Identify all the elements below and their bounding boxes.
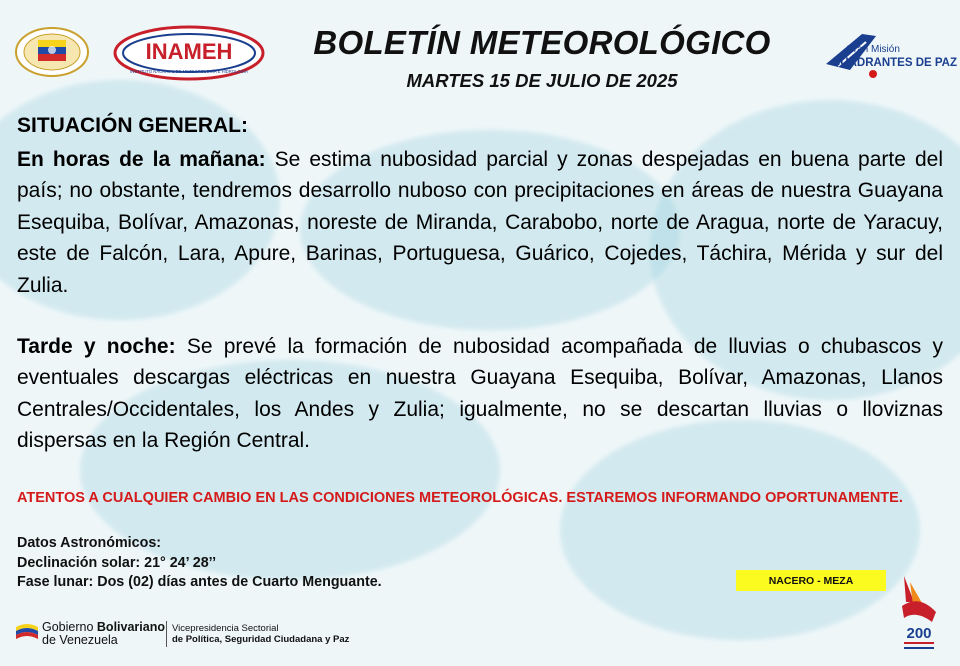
bicentenario-emblem: [896, 572, 942, 658]
bulletin-date: MARTES 15 DE JULIO DE 2025: [406, 70, 678, 91]
morning-text: Se estima nubosidad parcial y zonas despejadas en buena parte del país; no obstante, tendremos desarrollo nuboso con precipitaciones en áreas de nuestra Guayana Esequiba, Bolívar, Amazonas, noreste de Miranda, Carabobo, norte de Aragua, norte de Yaracuy, este de Falcón, Lara, Apure, Barinas, Portuguesa, Guárico, Cojedes, Táchira, Mérida y sur del Zulia.: [17, 148, 943, 297]
gob-line1-b: Bolivariano: [96, 620, 165, 634]
alert-notice: ATENTOS A CUALQUIER CAMBIO EN LAS CONDICIONES METEOROLÓGICAS. ESTAREMOS INFORMANDO OPORTUNAMENTE.: [17, 490, 903, 506]
evening-text: Se prevé la formación de nubosidad acompañada de lluvias o chubascos y eventuales descargas eléctricas en nuestra Guayana Esequiba, Bolívar, Amazonas, Llanos Centrales/Occidentales, los Andes y Zulia; igualmente, no se descartan lluvias o lloviznas dispersas en la Región Central.: [17, 335, 943, 453]
section-title: SITUACIÓN GENERAL:: [17, 114, 248, 137]
evening-forecast: [17, 331, 943, 457]
gob-line1-a: Gobierno: [42, 620, 97, 634]
venezuela-flag-icon: [14, 621, 40, 645]
inameh-logo-text: INAMEH: [145, 39, 233, 64]
morning-label: En horas de la mañana:: [17, 148, 266, 171]
vicepresidency-text: [172, 623, 349, 645]
coat-of-arms-seal-logo: [14, 26, 90, 78]
footer-divider: [166, 621, 167, 647]
cuadrantes-de-paz-logo: [816, 26, 958, 82]
evening-label: Tarde y noche:: [17, 335, 176, 358]
solar-declination: Declinación solar: 21° 24’ 28’’: [17, 554, 217, 571]
author-badge: NACERO - MEZA: [736, 570, 886, 591]
astronomical-heading: Datos Astronómicos:: [17, 535, 162, 551]
cuadrantes-logo-line2: CUADRANTES DE PAZ: [832, 57, 958, 69]
inameh-logo-subtext: INSTITUTO NACIONAL DE METEOROLOGÍA E HIDROLOGÍA: [130, 69, 248, 74]
astronomical-data: [17, 534, 382, 593]
cuadrantes-logo-line1: Gran Misión: [846, 44, 900, 55]
page-title: BOLETÍN METEOROLÓGICO: [313, 24, 771, 61]
government-logo-text: [42, 621, 165, 647]
morning-forecast: [17, 144, 943, 301]
inameh-logo: [112, 24, 266, 82]
bicentenario-text: 200: [906, 625, 932, 642]
vp-line1: Vicepresidencia Sectorial: [172, 623, 279, 634]
moon-phase: Fase lunar: Dos (02) días antes de Cuarto Menguante.: [17, 574, 382, 590]
vp-line2: de Política, Seguridad Ciudadana y Paz: [172, 634, 350, 645]
gob-line2: de Venezuela: [42, 633, 118, 647]
